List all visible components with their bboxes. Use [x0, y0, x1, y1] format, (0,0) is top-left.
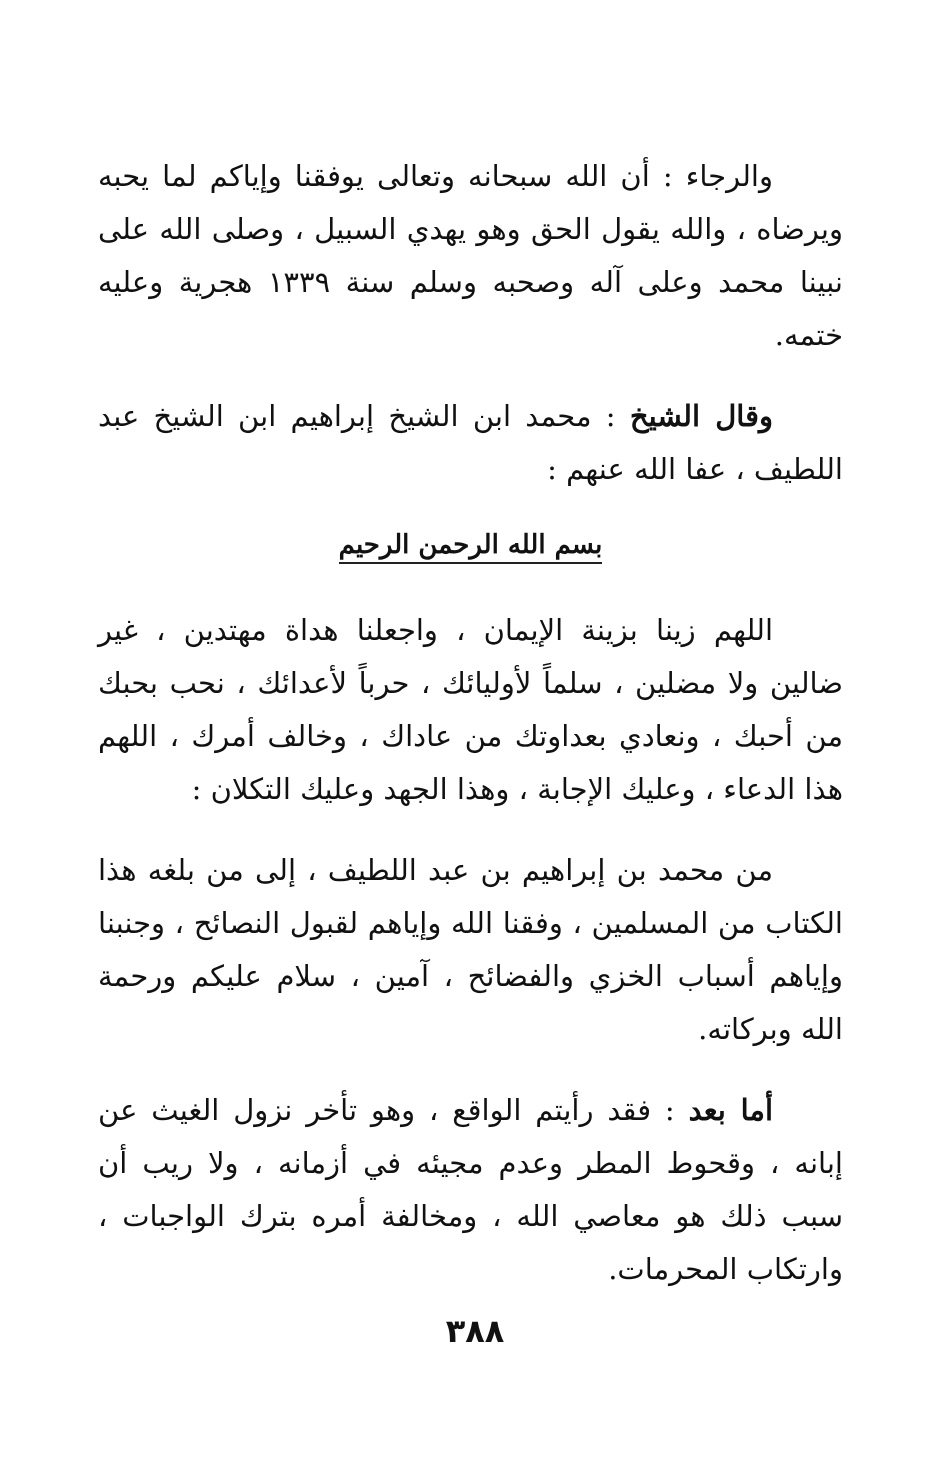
basmala-text: بسم الله الرحمن الرحيم [339, 530, 603, 564]
paragraph-lead: وقال الشيخ [629, 399, 773, 433]
paragraph-amma-bad [98, 1084, 843, 1296]
basmala-heading [98, 530, 843, 564]
paragraph-text: : فقد رأيتم الواقع ، وهو تأخر نزول الغيث عن إبانه ، وقحوط المطر وعدم مجيئه في أزمانه ، ولا ريب أن سبب ذلك هو معاصي الله ، ومخالفة أمره بترك الواجبات ، وارتكاب المحرمات. [98, 1093, 843, 1286]
paragraph-text: والرجاء : أن الله سبحانه وتعالى يوفقنا وإياكم لما يحبه ويرضاه ، والله يقول الحق وهو يهدي السبيل ، وصلى الله على نبينا محمد وعلى آله وصحبه وسلم سنة ١٣٣٩ هجرية وعليه ختمه. [98, 159, 844, 352]
paragraph-text: اللهم زينا بزينة الإيمان ، واجعلنا هداة مهتدين ، غير ضالين ولا مضلين ، سلماً لأوليائك ، حرباً لأعدائك ، نحب بحبك من أحبك ، ونعادي بعداوتك من عاداك ، وخالف أمرك ، اللهم هذا الدعاء ، وعليك الإجابة ، وهذا الجهد وعليك التكلان : [98, 613, 843, 806]
page-body [98, 150, 843, 1296]
paragraph-lead: أما بعد [688, 1093, 774, 1127]
paragraph-text: : محمد ابن الشيخ إبراهيم ابن الشيخ عبد اللطيف ، عفا الله عنهم : [98, 399, 843, 486]
paragraph-letter-opening [98, 844, 843, 1056]
paragraph-sheikh-intro [98, 390, 843, 496]
paragraph-closing-prayer [98, 150, 843, 362]
page-number: ٣٨٨ [445, 1312, 505, 1350]
paragraph-supplication [98, 604, 843, 816]
paragraph-text: من محمد بن إبراهيم بن عبد اللطيف ، إلى من بلغه هذا الكتاب من المسلمين ، وفقنا الله وإياهم لقبول النصائح ، وجنبنا وإياهم أسباب الخزي والفضائح ، آمين ، سلام عليكم ورحمة الله وبركاته. [98, 853, 843, 1046]
